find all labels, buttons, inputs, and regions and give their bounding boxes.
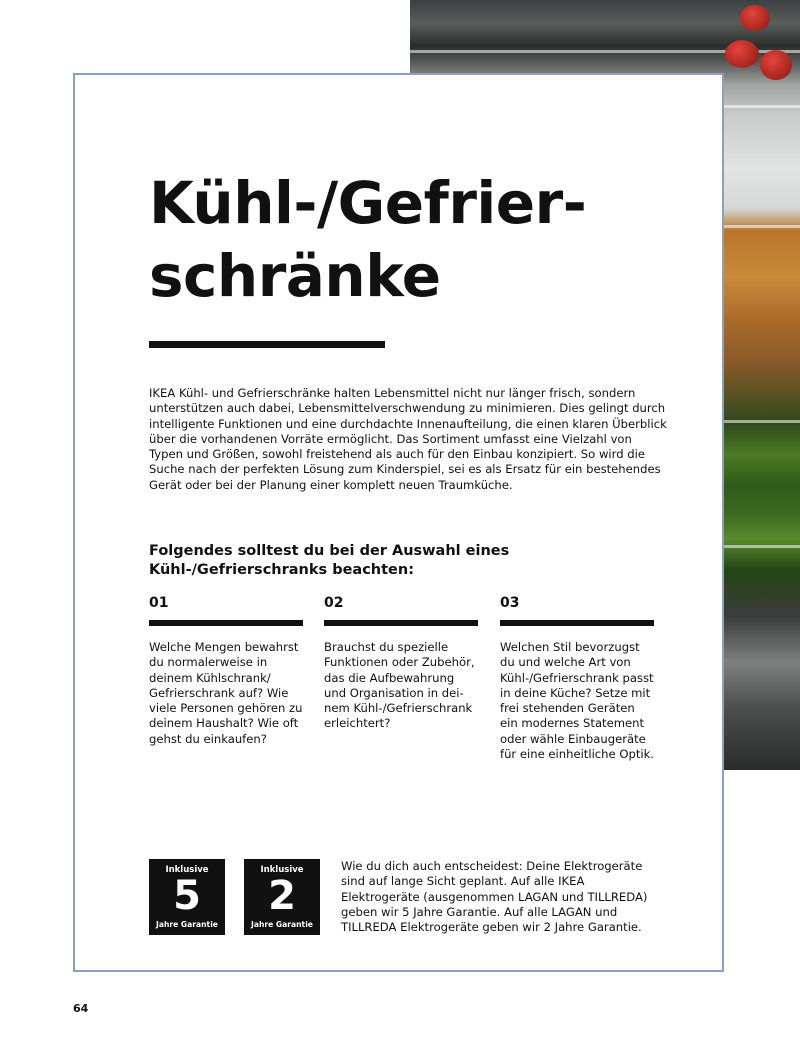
badge-top-label: Inklusive [165,865,209,875]
badge-bottom-label: Jahre Garantie [251,920,313,929]
checklist-item-02 [324,594,478,732]
guarantee-badge-2-years [244,859,320,935]
checklist-item-03 [500,594,654,762]
item-number: 01 [149,595,169,611]
badge-number: 2 [268,873,296,919]
guarantee-badge-5-years [149,859,225,935]
title-line-2: schränke [149,242,441,310]
title-underline [149,341,385,348]
badge-bottom-label: Jahre Garantie [156,920,218,929]
item-text: Brauchst du spezielle Funktionen oder Zubehör, das die Aufbewahrung und Organisation in deinem Kühl-/Gefrierschrank erleichtert? [324,640,475,731]
item-rule [324,620,478,626]
item-rule [500,620,654,626]
checklist-heading: Folgendes solltest du bei der Auswahl eines Kühl-/Gefrierschranks beachten: [149,543,510,578]
item-number: 02 [324,595,344,611]
intro-paragraph: IKEA Kühl- und Gefrierschränke halten Lebensmittel nicht nur länger frisch, sondern unterstützen auch dabei, Lebensmittelverschwendung zu minimieren. Dies gelingt durch intelligente Funktionen und eine durchdachte Innenaufteilung, die einen klaren Überblick über die vorhandenen Vorräte ermöglicht. Das Sortiment umfasst eine Vielzahl von Typen und Größen, sowohl freistehend als auch für den Einbau konzipiert. So wird die Suche nach der perfekten Lösung zum Kinderspiel, sei es als Ersatz für ein bestehendes Gerät oder bei der Planung einer komplett neuen Traumküche. [149,386,667,492]
item-text: Welche Mengen bewahrst du normalerweise in deinem Kühlschrank/ Gefrierschrank auf? Wie viele Personen gehören zu deinem Haushalt? Wie oft gehst du einkaufen? [149,640,303,746]
page-title [149,167,586,313]
item-number: 03 [500,595,520,611]
badge-number: 5 [173,873,201,919]
badge-top-label: Inklusive [260,865,304,875]
title-line-1: Kühl-/Gefrier- [149,169,587,237]
strawberry [725,40,759,68]
guarantee-text: Wie du dich auch entscheidest: Deine Elektrogeräte sind auf lange Sicht geplant. Auf alle IKEA Elektrogeräte (ausgenommen LAGAN und TILLREDA) geben wir 5 Jahre Garantie. Auf alle LAGAN und TILLREDA Elektrogeräte geben wir 2 Jahre Garantie. [341,859,648,935]
page-number: 64 [73,1002,89,1015]
item-text: Welchen Stil bevorzugst du und welche Art von Kühl-/Gefrierschrank passt in deine Küche? Setze mit frei stehenden Geräten ein modernes Statement oder wähle Einbaugeräte für eine einheitliche Optik. [500,640,654,762]
strawberry [760,50,792,80]
strawberry [740,5,770,31]
item-rule [149,620,303,626]
content-card [73,73,724,972]
checklist-item-01 [149,594,303,747]
